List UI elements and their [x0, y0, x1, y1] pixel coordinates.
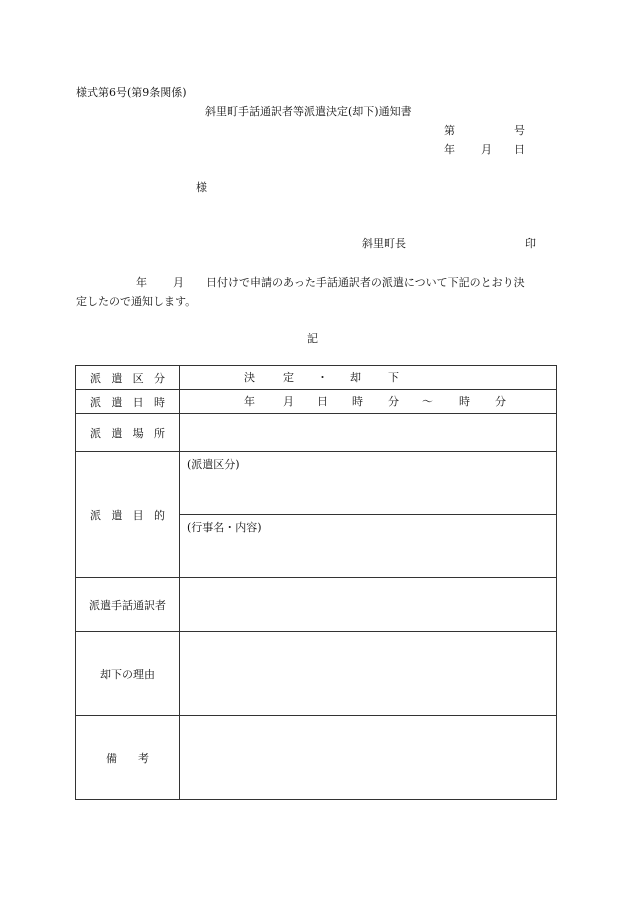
label-char: 備: [106, 751, 117, 765]
date-day: 日: [514, 143, 525, 156]
label-dispatch-datetime: [76, 390, 180, 414]
value-interpreter[interactable]: [180, 578, 557, 632]
label-char: 場: [132, 426, 144, 440]
purpose-event-note: (行事名・内容): [187, 521, 262, 534]
label-char: 時: [153, 395, 165, 409]
label-rejection-reason: 却下の理由: [76, 632, 180, 716]
row-dispatch-datetime: [76, 390, 557, 414]
row-dispatch-category: [76, 366, 557, 390]
label-char: 遣: [111, 426, 123, 440]
label-char: 派: [90, 426, 101, 440]
label-char: 日: [132, 395, 144, 409]
row-rejection-reason: [76, 632, 557, 716]
row-dispatch-location: [76, 414, 557, 452]
option-decision: 定: [283, 371, 294, 384]
label-char: 分: [153, 371, 165, 385]
document-title: 斜里町手話通訳者等派遣決定(却下)通知書: [205, 105, 412, 118]
label-interpreter: 派遣手話通訳者: [76, 578, 180, 632]
date-year: 年: [444, 143, 455, 156]
option-rejection: 下: [388, 371, 399, 384]
number-suffix: 号: [514, 124, 525, 137]
label-char: 遣: [111, 508, 123, 522]
value-purpose-category[interactable]: [180, 452, 557, 515]
body-line2: 定したので通知します。: [76, 295, 197, 308]
label-char: 派: [90, 395, 101, 409]
dispatch-form-table: [75, 365, 557, 800]
row-interpreter: [76, 578, 557, 632]
range-tilde: ～: [422, 395, 433, 408]
unit-minute: 分: [388, 395, 399, 408]
label-char: 考: [138, 751, 149, 765]
label-char: 遣: [111, 371, 123, 385]
value-remarks[interactable]: [180, 716, 557, 800]
label-char: 目: [132, 508, 144, 522]
recipient-suffix: 様: [196, 181, 207, 194]
label-char: 派: [90, 508, 101, 522]
body-year: 年: [136, 276, 147, 289]
option-decision: 決: [244, 371, 255, 384]
label-char: 遣: [111, 395, 123, 409]
unit-hour: 時: [352, 395, 363, 408]
purpose-category-note: (派遣区分): [187, 458, 240, 471]
label-char: 派: [90, 371, 101, 385]
body-line1: 日付けで申請のあった手話通訳者の派遣について下記のとおり決: [206, 276, 525, 289]
body-month: 月: [173, 276, 184, 289]
number-prefix: 第: [444, 124, 455, 137]
label-dispatch-location: [76, 414, 180, 452]
label-char: 区: [132, 371, 144, 385]
date-month: 月: [481, 143, 492, 156]
option-rejection: 却: [350, 371, 361, 384]
unit-minute: 分: [495, 395, 506, 408]
label-dispatch-category: [76, 366, 180, 390]
value-rejection-reason[interactable]: [180, 632, 557, 716]
value-dispatch-category[interactable]: [180, 366, 557, 390]
unit-hour: 時: [459, 395, 470, 408]
row-remarks: [76, 716, 557, 800]
label-dispatch-purpose: [76, 452, 180, 578]
value-purpose-event[interactable]: [180, 515, 557, 578]
value-dispatch-location[interactable]: [180, 414, 557, 452]
unit-month: 月: [283, 395, 294, 408]
unit-day: 日: [317, 395, 328, 408]
unit-year: 年: [244, 395, 255, 408]
value-dispatch-datetime[interactable]: [180, 390, 557, 414]
row-dispatch-purpose: [76, 452, 557, 515]
issuer-name: 斜里町長: [362, 237, 406, 250]
ki-heading: 記: [307, 332, 318, 345]
form-number: 様式第6号(第9条関係): [76, 86, 187, 99]
issuer-seal: 印: [525, 237, 536, 250]
label-remarks: [76, 716, 180, 800]
option-separator: ・: [317, 371, 328, 384]
label-char: 的: [153, 508, 165, 522]
label-char: 所: [153, 426, 165, 440]
